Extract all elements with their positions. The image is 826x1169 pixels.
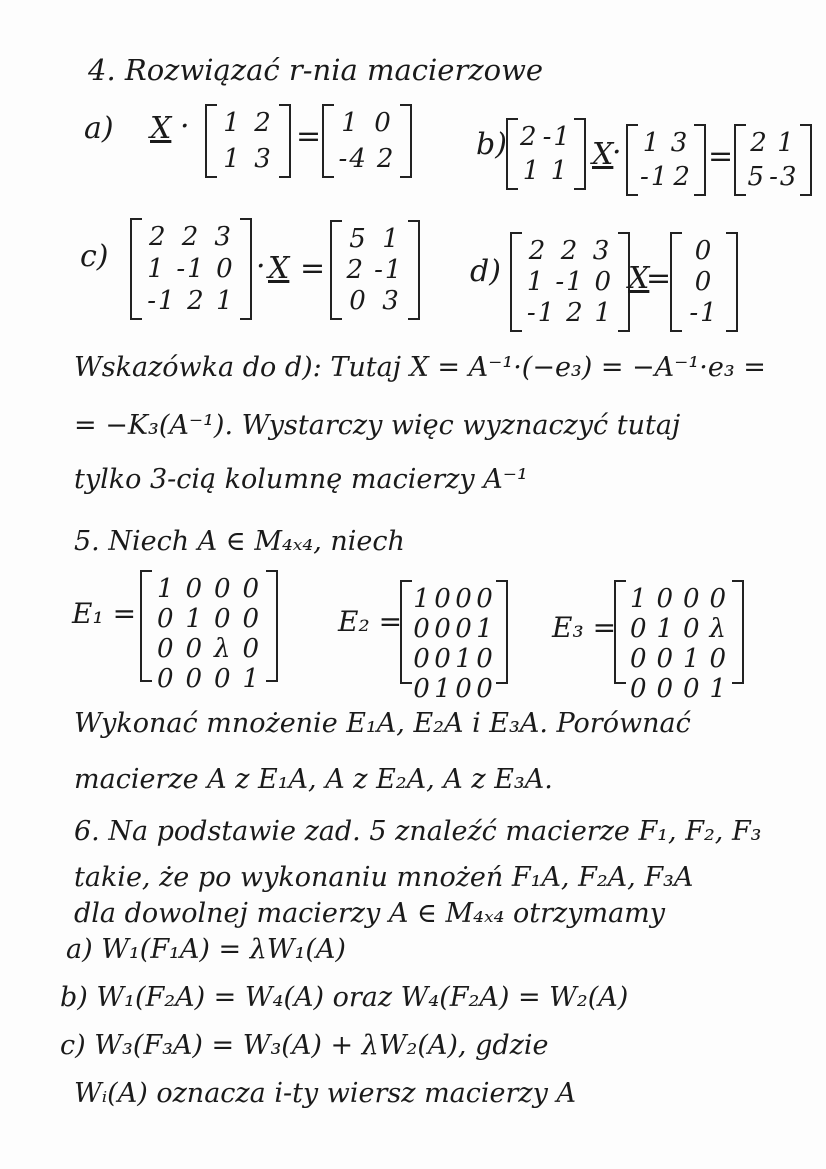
matrix-row xyxy=(626,614,732,644)
matrix-cell: 1 xyxy=(156,574,176,604)
matrix-cell: 1 xyxy=(642,128,662,158)
part-4a-label: a) xyxy=(84,111,114,146)
matrix-cell: 2 xyxy=(149,222,168,252)
matrix-row xyxy=(626,584,732,614)
matrix-row xyxy=(522,236,618,266)
matrix-cell: 0 xyxy=(242,634,262,664)
e3-name: E₃ = xyxy=(552,611,617,644)
matrix-cell: 0 xyxy=(682,674,702,704)
matrix-cell: 3 xyxy=(254,144,273,174)
matrix-cell: 1 xyxy=(656,614,676,644)
matrix-cell: 0 xyxy=(455,674,474,704)
matrix-cell: 3 xyxy=(214,222,233,252)
bracket-corner xyxy=(332,220,342,222)
bracket-corner xyxy=(736,194,746,196)
matrix-cell: 0 xyxy=(709,584,729,614)
bracket-corner xyxy=(266,570,276,572)
matrix-cell: -1 xyxy=(526,298,557,328)
matrix-cell: 2 xyxy=(566,298,585,328)
problem-6-part-a: a) W₁(F₁A) = λW₁(A) xyxy=(66,934,346,965)
part-4d-label: d) xyxy=(470,254,501,289)
matrix-cell: 1 xyxy=(223,108,242,138)
bracket-corner xyxy=(508,188,518,190)
bracket-corner xyxy=(694,124,704,126)
bracket-corner xyxy=(732,580,742,582)
hint-line-2: = −K₃(A⁻¹). Wystarczy więc wyznaczyć tutaj xyxy=(74,410,681,441)
bracket-corner xyxy=(800,194,810,196)
matrix-row xyxy=(638,162,694,192)
problem-6-line-3: dla dowolnej macierzy A ∈ M₄ₓ₄ otrzymamy xyxy=(74,898,666,929)
matrix-cell: 1 xyxy=(413,584,432,614)
matrix-cell: -1 xyxy=(176,254,206,284)
bracket-corner xyxy=(207,176,217,178)
matrix-row xyxy=(152,664,266,694)
bracket-corner xyxy=(408,220,418,222)
matrix-cell: 0 xyxy=(242,574,262,604)
matrix-row xyxy=(142,222,240,252)
matrix-cell: 0 xyxy=(594,267,614,297)
bracket-corner xyxy=(279,104,289,106)
bracket-corner xyxy=(132,318,142,320)
matrix-cell: 2 xyxy=(560,236,580,266)
bracket-corner xyxy=(672,232,682,234)
matrix-cell: 0 xyxy=(434,644,453,674)
bracket-corner xyxy=(266,680,276,682)
matrix-cell: 1 xyxy=(185,604,205,634)
matrix-cell: 0 xyxy=(434,584,453,614)
problem-6-part-b: b) W₁(F₂A) = W₄(A) oraz W₄(F₂A) = W₂(A) xyxy=(60,982,629,1013)
matrix-cell: 2 xyxy=(346,255,366,285)
bracket-corner xyxy=(574,188,584,190)
matrix-cell: 0 xyxy=(476,674,495,704)
matrix-row xyxy=(142,254,240,284)
bracket-corner xyxy=(628,124,638,126)
matrix-row xyxy=(342,224,408,254)
equals-4a: = xyxy=(296,119,322,154)
matrix-row xyxy=(412,614,496,644)
matrix-4b-middle xyxy=(626,124,706,196)
matrix-row xyxy=(518,122,574,152)
part-4c-label: c) xyxy=(80,239,109,274)
problem-6-line-2: takie, że po wykonaniu mnożeń F₁A, F₂A, F₃A xyxy=(74,862,694,893)
matrix-cell: λ xyxy=(709,614,729,644)
matrix-cell: 0 xyxy=(656,674,676,704)
matrix-cell: 0 xyxy=(156,634,176,664)
matrix-cell: 0 xyxy=(413,674,432,704)
matrix-cell: 0 xyxy=(213,664,233,694)
matrix-row xyxy=(412,644,496,674)
unknown-x-4a: X xyxy=(150,111,172,146)
bracket-corner xyxy=(324,104,334,106)
matrix-cell: 0 xyxy=(683,614,702,644)
matrix-cell: 0 xyxy=(682,584,702,614)
bracket-corner xyxy=(672,330,682,332)
bracket-corner xyxy=(508,118,518,120)
bracket-corner xyxy=(618,330,628,332)
e1-name: E₁ = xyxy=(72,597,137,630)
bracket-corner xyxy=(574,118,584,120)
matrix-4b-right xyxy=(734,124,812,196)
problem-6-part-c: c) W₃(F₃A) = W₃(A) + λW₂(A), gdzie xyxy=(60,1030,549,1061)
matrix-cell: 0 xyxy=(156,604,176,634)
bracket-corner xyxy=(332,318,342,320)
matrix-e3 xyxy=(614,580,744,704)
matrix-row xyxy=(522,267,618,297)
matrix-cell: 1 xyxy=(476,614,495,644)
bracket-corner xyxy=(402,682,412,684)
matrix-cell: 1 xyxy=(526,267,546,297)
problem-6-note: Wᵢ(A) oznacza i-ty wiersz macierzy A xyxy=(74,1078,576,1109)
equals-4c: = xyxy=(300,251,326,286)
matrix-cell: 2 xyxy=(673,162,692,192)
bracket-corner xyxy=(694,194,704,196)
matrix-row xyxy=(217,144,279,174)
e2-name: E₂ = xyxy=(338,605,403,638)
matrix-4a-right xyxy=(322,104,412,178)
matrix-cell: 1 xyxy=(777,128,796,158)
matrix-cell: 0 xyxy=(213,604,233,634)
matrix-cell: 1 xyxy=(594,298,614,328)
equals-4d: = xyxy=(646,261,672,296)
equals-4b: = xyxy=(708,139,734,174)
matrix-cell: 2 xyxy=(520,122,539,152)
matrix-row xyxy=(334,144,400,174)
problem-5-task-line-2: macierze A z E₁A, A z E₂A, A z E₃A. xyxy=(74,764,553,795)
matrix-cell: 2 xyxy=(181,222,201,252)
bracket-corner xyxy=(400,104,410,106)
matrix-cell: 0 xyxy=(476,644,495,674)
matrix-cell: 3 xyxy=(670,128,690,158)
matrix-cell: 0 xyxy=(629,644,649,674)
dot-4b: · xyxy=(612,135,622,170)
bracket-corner xyxy=(512,232,522,234)
matrix-cell: 1 xyxy=(709,674,729,704)
matrix-row xyxy=(682,298,726,328)
matrix-cell: 1 xyxy=(455,644,474,674)
matrix-4c-right xyxy=(330,220,420,320)
bracket-corner xyxy=(732,682,742,684)
matrix-cell: 0 xyxy=(213,574,233,604)
matrix-cell: 0 xyxy=(242,604,262,634)
matrix-cell: 0 xyxy=(413,614,432,644)
bracket-corner xyxy=(402,580,412,582)
bracket-corner xyxy=(726,330,736,332)
bracket-corner xyxy=(400,176,410,178)
matrix-cell: 5 xyxy=(747,162,767,192)
matrix-row xyxy=(412,584,496,614)
bracket-corner xyxy=(142,570,152,572)
matrix-row xyxy=(522,298,618,328)
hint-line-3: tylko 3-cią kolumnę macierzy A⁻¹ xyxy=(74,464,528,495)
matrix-cell: 1 xyxy=(550,156,570,186)
matrix-4d-left xyxy=(510,232,630,332)
unknown-x-4b: X xyxy=(592,137,614,172)
unknown-x-4d: X xyxy=(628,261,650,296)
matrix-cell: 0 xyxy=(185,634,205,664)
matrix-row xyxy=(334,108,400,138)
matrix-e2 xyxy=(400,580,508,704)
matrix-cell: 2 xyxy=(750,128,769,158)
matrix-cell: 5 xyxy=(349,224,368,254)
matrix-cell: 0 xyxy=(185,664,205,694)
matrix-cell: 0 xyxy=(694,267,714,297)
bracket-corner xyxy=(240,318,250,320)
matrix-cell: -1 xyxy=(542,122,572,152)
matrix-row xyxy=(518,156,574,186)
matrix-4b-left xyxy=(506,118,586,190)
matrix-cell: 1 xyxy=(242,664,262,694)
bracket-corner xyxy=(800,124,810,126)
matrix-cell: 0 xyxy=(455,584,474,614)
matrix-cell: 0 xyxy=(656,644,676,674)
matrix-cell: -1 xyxy=(689,298,719,328)
matrix-cell: 0 xyxy=(156,664,176,694)
bracket-corner xyxy=(132,218,142,220)
matrix-cell: -1 xyxy=(640,162,670,192)
matrix-cell: 1 xyxy=(216,286,235,316)
matrix-cell: 2 xyxy=(254,108,273,138)
matrix-cell: 0 xyxy=(374,108,393,138)
matrix-cell: 0 xyxy=(455,614,474,644)
bracket-corner xyxy=(496,580,506,582)
hint-line-1: Wskazówka do d): Tutaj X = A⁻¹·(−e₃) = −A⁻¹·e₃ = xyxy=(74,352,766,383)
matrix-cell: 1 xyxy=(682,644,702,674)
bracket-corner xyxy=(616,580,626,582)
matrix-cell: 3 xyxy=(382,286,401,316)
matrix-row xyxy=(152,634,266,664)
matrix-cell: 0 xyxy=(434,614,453,644)
matrix-cell: 1 xyxy=(147,254,166,284)
matrix-row xyxy=(342,255,408,285)
matrix-4d-right xyxy=(670,232,738,332)
matrix-row xyxy=(682,236,726,266)
matrix-cell: 2 xyxy=(187,286,206,316)
problem-5-task-line-1: Wykonać mnożenie E₁A, E₂A i E₃A. Porównać xyxy=(74,708,691,739)
bracket-corner xyxy=(279,176,289,178)
matrix-row xyxy=(412,674,496,704)
bracket-corner xyxy=(324,176,334,178)
matrix-cell: -4 xyxy=(338,144,368,174)
problem-4-title: 4. Rozwiązać r-nia macierzowe xyxy=(88,53,544,87)
problem-6-line-1: 6. Na podstawie zad. 5 znaleźć macierze F₁, F₂, F₃ xyxy=(74,816,762,847)
matrix-cell: 0 xyxy=(185,574,205,604)
matrix-cell: 0 xyxy=(694,236,714,266)
matrix-cell: -1 xyxy=(147,286,177,316)
matrix-cell: 0 xyxy=(216,254,235,284)
matrix-row xyxy=(626,674,732,704)
matrix-cell: -3 xyxy=(769,162,799,192)
matrix-cell: 0 xyxy=(629,674,649,704)
matrix-row xyxy=(682,267,726,297)
matrix-cell: 3 xyxy=(592,236,612,266)
problem-5-title: 5. Niech A ∈ M₄ₓ₄, niech xyxy=(74,526,405,557)
matrix-row xyxy=(626,644,732,674)
matrix-row xyxy=(746,128,800,158)
matrix-row xyxy=(217,108,279,138)
matrix-cell: 0 xyxy=(656,584,676,614)
matrix-row xyxy=(142,286,240,316)
matrix-cell: 2 xyxy=(528,236,548,266)
matrix-cell: λ xyxy=(214,634,233,664)
matrix-cell: 1 xyxy=(522,156,542,186)
matrix-row xyxy=(152,604,266,634)
dot-4c: · xyxy=(256,249,266,284)
matrix-row xyxy=(638,128,694,158)
part-4b-label: b) xyxy=(476,127,507,162)
matrix-cell: 0 xyxy=(629,614,649,644)
matrix-row xyxy=(746,162,800,192)
matrix-cell: 1 xyxy=(341,108,360,138)
matrix-row xyxy=(342,286,408,316)
bracket-corner xyxy=(628,194,638,196)
matrix-row xyxy=(152,574,266,604)
matrix-cell: 1 xyxy=(223,144,242,174)
matrix-cell: 2 xyxy=(376,144,396,174)
matrix-cell: -1 xyxy=(374,255,404,285)
bracket-corner xyxy=(512,330,522,332)
matrix-cell: 1 xyxy=(382,224,401,254)
bracket-corner xyxy=(726,232,736,234)
matrix-e1 xyxy=(140,570,278,694)
matrix-cell: 1 xyxy=(434,674,453,704)
matrix-cell: 1 xyxy=(629,584,649,614)
bracket-corner xyxy=(142,680,152,682)
bracket-corner xyxy=(408,318,418,320)
bracket-corner xyxy=(496,682,506,684)
matrix-cell: 0 xyxy=(476,584,495,614)
bracket-corner xyxy=(618,232,628,234)
dot-4a: · xyxy=(180,109,190,144)
matrix-4a-left xyxy=(205,104,291,178)
matrix-cell: 0 xyxy=(349,286,368,316)
matrix-cell: 0 xyxy=(709,644,729,674)
unknown-x-4c: X xyxy=(268,251,290,286)
bracket-corner xyxy=(616,682,626,684)
matrix-4c-left xyxy=(130,218,252,320)
matrix-cell: 0 xyxy=(413,644,432,674)
bracket-corner xyxy=(736,124,746,126)
bracket-corner xyxy=(240,218,250,220)
bracket-corner xyxy=(207,104,217,106)
matrix-cell: -1 xyxy=(555,267,585,297)
